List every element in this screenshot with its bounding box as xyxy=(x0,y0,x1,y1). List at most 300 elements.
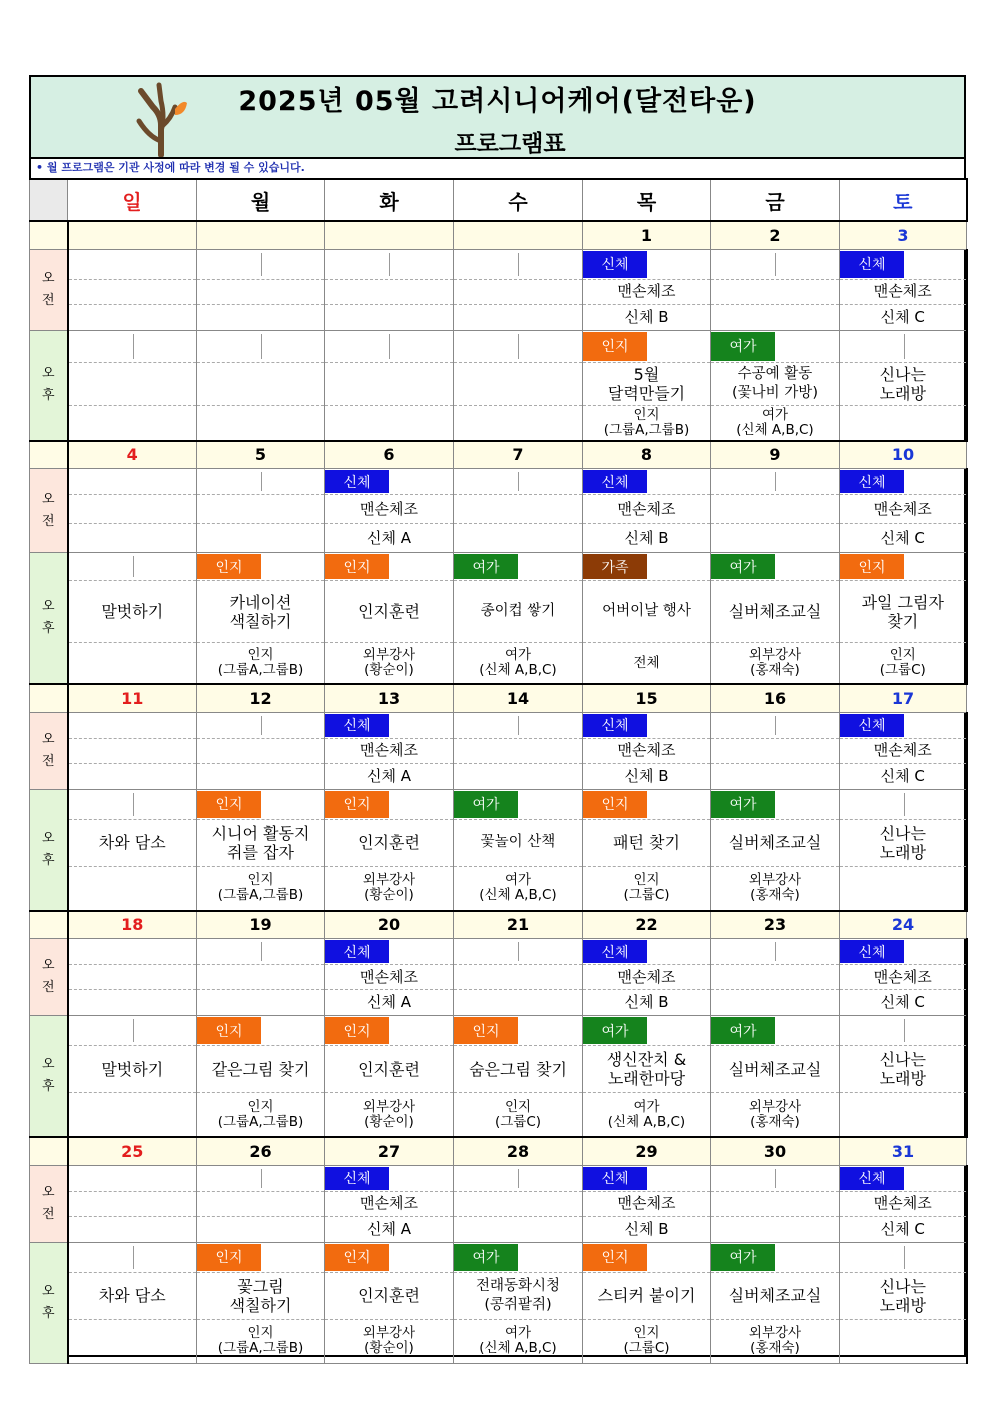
note-row xyxy=(325,764,453,789)
program-name: 실버체조교실 xyxy=(728,1286,822,1305)
header-corner xyxy=(30,179,68,221)
cell-divider xyxy=(775,942,776,961)
note-row xyxy=(454,1320,582,1363)
tag-row xyxy=(711,331,839,363)
cell-divider xyxy=(133,1246,134,1269)
date-cell: 15 xyxy=(583,684,711,712)
tag-row xyxy=(840,331,966,363)
tag-row xyxy=(583,1016,710,1046)
tag-row xyxy=(454,331,582,363)
program-name: 시니어 활동지 쥐를 잡자 xyxy=(211,823,310,862)
category-tag: 여가 xyxy=(711,332,775,361)
program-name: 인지훈련 xyxy=(358,1059,420,1079)
notice-text: • 월 프로그램은 기관 사정에 따라 변경 될 수 있습니다. xyxy=(36,161,305,174)
program-name: 맨손체조 xyxy=(360,1194,418,1212)
schedule-cell xyxy=(197,939,325,1016)
program-name: 맨손체조 xyxy=(360,967,418,986)
schedule-cell xyxy=(840,1242,967,1363)
am-label xyxy=(30,1165,68,1242)
date-cell: 19 xyxy=(197,911,325,939)
program-row xyxy=(69,1192,197,1217)
program-row xyxy=(197,581,324,643)
category-tag: 신체 xyxy=(583,940,647,963)
tag-row xyxy=(69,1016,197,1046)
note-row xyxy=(454,867,582,910)
program-name: 차와 담소 xyxy=(98,1286,166,1305)
program-row xyxy=(840,495,966,524)
program-row xyxy=(69,820,197,867)
program-name: 과일 그림자 찾기 xyxy=(861,592,944,631)
note-row xyxy=(197,524,324,552)
program-row xyxy=(840,965,966,990)
note-row xyxy=(840,524,966,552)
program-name: 말벗하기 xyxy=(101,602,164,621)
date-cell: 21 xyxy=(454,911,583,939)
tag-row xyxy=(840,713,966,739)
tag-row xyxy=(69,1166,197,1192)
program-target: 신체 B xyxy=(624,307,669,326)
calendar-table xyxy=(29,178,968,1364)
schedule-cell xyxy=(197,469,325,553)
page-title: 2025년 05월 고려시니어케어(달전타운) xyxy=(238,86,757,117)
note-row xyxy=(69,1320,197,1363)
schedule-cell xyxy=(197,1016,325,1138)
schedule-cell xyxy=(840,712,967,789)
category-tag: 여가 xyxy=(454,554,518,579)
cell-divider xyxy=(261,716,262,735)
note-row xyxy=(454,990,582,1015)
program-row xyxy=(583,820,710,867)
cell-divider xyxy=(518,253,519,276)
program-target: 신체 C xyxy=(880,993,925,1011)
note-row xyxy=(711,1320,839,1363)
cell-divider xyxy=(904,334,905,359)
program-target: 외부강사 (황순이) xyxy=(362,1098,416,1130)
note-row xyxy=(325,1320,453,1363)
program-target: 여가 (신체 A,B,C) xyxy=(479,872,557,903)
schedule-cell xyxy=(454,469,583,553)
weekday-3: 수 xyxy=(454,179,583,221)
program-target: 인지 (그룹A,그룹B) xyxy=(217,647,304,678)
date-cell: 9 xyxy=(711,441,840,469)
category-tag: 신체 xyxy=(583,251,647,278)
program-target: 외부강사 (황순이) xyxy=(362,1325,416,1356)
tag-row xyxy=(325,1166,453,1192)
note-row xyxy=(840,1217,966,1242)
pm-row xyxy=(30,1242,967,1363)
program-row xyxy=(583,1273,710,1320)
note-row xyxy=(583,1320,710,1363)
cell-divider xyxy=(904,1246,905,1269)
program-row xyxy=(583,495,710,524)
category-tag: 신체 xyxy=(583,1167,647,1190)
category-tag: 인지 xyxy=(583,791,647,818)
note-row xyxy=(583,643,710,683)
date-cell: 8 xyxy=(583,441,711,469)
pm-row xyxy=(30,1016,967,1138)
tag-row xyxy=(197,1016,324,1046)
cell-divider xyxy=(775,472,776,491)
program-row xyxy=(454,495,582,524)
category-tag: 여가 xyxy=(454,1244,518,1271)
date-cell: 18 xyxy=(68,911,197,939)
cell-divider xyxy=(133,793,134,816)
date-cell: 31 xyxy=(840,1137,967,1165)
cell-divider xyxy=(518,1169,519,1188)
program-name: 같은그림 찾기 xyxy=(211,1059,310,1079)
date-cell: 7 xyxy=(454,441,583,469)
am-label xyxy=(30,712,68,789)
program-target: 외부강사 (홍재숙) xyxy=(748,1098,802,1130)
schedule-cell xyxy=(325,789,454,911)
note-row xyxy=(69,764,197,789)
pm-label-char: 오 xyxy=(41,1057,55,1072)
page-subtitle: 프로그램표 xyxy=(454,131,566,157)
schedule-cell xyxy=(325,1165,454,1242)
tag-row xyxy=(69,713,197,739)
tag-row xyxy=(840,250,966,280)
tag-row xyxy=(69,331,197,363)
tag-row xyxy=(197,553,324,581)
date-row xyxy=(30,441,967,469)
program-name: 맨손체조 xyxy=(617,282,676,300)
pm-label-char: 오 xyxy=(41,599,55,614)
program-row xyxy=(69,1046,197,1093)
schedule-cell xyxy=(325,1242,454,1363)
date-cell: 11 xyxy=(68,684,197,712)
schedule-cell xyxy=(68,712,197,789)
note-row xyxy=(69,1217,197,1242)
category-tag: 인지 xyxy=(197,554,261,579)
date-cell: 16 xyxy=(711,684,840,712)
tag-row xyxy=(711,1016,839,1046)
program-row xyxy=(69,495,197,524)
program-name: 맨손체조 xyxy=(617,499,676,518)
program-row xyxy=(711,965,839,990)
schedule-cell xyxy=(711,330,840,441)
program-target: 외부강사 (홍재숙) xyxy=(748,1325,802,1356)
schedule-cell xyxy=(583,249,711,330)
program-row xyxy=(711,739,839,764)
note-row xyxy=(711,524,839,552)
program-name: 맨손체조 xyxy=(617,741,676,759)
cell-divider xyxy=(518,716,519,735)
schedule-cell xyxy=(711,939,840,1016)
category-tag: 신체 xyxy=(840,940,904,963)
program-name: 실버체조교실 xyxy=(728,1059,822,1079)
note-row xyxy=(197,1093,324,1136)
weekday-0: 일 xyxy=(68,179,197,221)
schedule-cell xyxy=(68,1016,197,1138)
schedule-cell xyxy=(68,939,197,1016)
tag-row xyxy=(197,713,324,739)
schedule-cell xyxy=(325,1016,454,1138)
tag-row xyxy=(583,553,710,581)
note-row xyxy=(69,524,197,552)
program-row xyxy=(325,1046,453,1093)
tag-row xyxy=(69,939,197,965)
weekday-6: 토 xyxy=(840,179,967,221)
program-row xyxy=(197,965,324,990)
program-target: 전체 xyxy=(633,654,660,671)
date-cell: 6 xyxy=(325,441,454,469)
am-label-char: 오 xyxy=(41,731,55,747)
am-label xyxy=(30,249,68,330)
schedule-cell xyxy=(840,789,967,911)
schedule-cell xyxy=(583,469,711,553)
schedule-cell xyxy=(68,469,197,553)
weekday-2: 화 xyxy=(325,179,454,221)
tag-row xyxy=(583,790,710,820)
program-name: 숨은그림 찾기 xyxy=(469,1059,567,1079)
date-row-corner xyxy=(30,221,68,249)
program-target: 외부강사 (홍재숙) xyxy=(748,872,802,903)
note-row xyxy=(325,643,453,683)
date-cell xyxy=(325,221,454,249)
schedule-cell xyxy=(840,249,967,330)
program-target: 신체 A xyxy=(366,1219,411,1238)
category-tag: 여가 xyxy=(454,791,518,818)
note-row xyxy=(711,643,839,683)
tag-row xyxy=(325,939,453,965)
am-label-char: 오 xyxy=(41,958,55,973)
tag-row xyxy=(325,469,453,495)
date-cell: 25 xyxy=(68,1137,197,1165)
program-name: 카네이션 색칠하기 xyxy=(229,592,292,631)
am-row xyxy=(30,939,967,1016)
date-cell: 12 xyxy=(197,684,325,712)
program-row xyxy=(454,820,582,867)
program-row xyxy=(69,280,197,305)
program-target: 신체 A xyxy=(366,528,411,547)
program-target: 인지 (그룹C) xyxy=(879,647,926,678)
program-target: 신체 C xyxy=(880,1219,925,1238)
tag-row xyxy=(583,250,710,280)
category-tag: 신체 xyxy=(840,251,904,278)
program-row xyxy=(840,363,966,406)
cell-divider xyxy=(518,334,519,359)
schedule-cell xyxy=(325,330,454,441)
schedule-cell xyxy=(197,249,325,330)
program-row xyxy=(69,739,197,764)
program-row xyxy=(197,739,324,764)
date-cell: 14 xyxy=(454,684,583,712)
pm-label xyxy=(30,1242,68,1363)
pm-row xyxy=(30,330,967,441)
program-name: 꽃그림 색칠하기 xyxy=(229,1276,292,1315)
schedule-cell xyxy=(711,1165,840,1242)
cell-divider xyxy=(775,253,776,276)
program-row xyxy=(69,965,197,990)
tag-row xyxy=(454,1243,582,1273)
program-name: 5월 달력만들기 xyxy=(607,364,686,403)
program-row xyxy=(325,363,453,406)
tag-row xyxy=(197,1243,324,1273)
category-tag: 인지 xyxy=(583,332,647,361)
program-name: 맨손체조 xyxy=(617,1194,676,1212)
date-row-corner xyxy=(30,441,68,469)
schedule-cell xyxy=(197,553,325,685)
note-row xyxy=(711,867,839,910)
program-row xyxy=(711,1046,839,1093)
program-row xyxy=(454,363,582,406)
program-row xyxy=(69,1273,197,1320)
program-name: 실버체조교실 xyxy=(728,833,822,852)
cell-divider xyxy=(133,334,134,359)
date-row xyxy=(30,221,967,249)
program-row xyxy=(583,1046,710,1093)
schedule-cell xyxy=(840,330,967,441)
tag-row xyxy=(711,250,839,280)
schedule-cell xyxy=(840,469,967,553)
category-tag: 인지 xyxy=(325,1244,389,1271)
date-row xyxy=(30,911,967,939)
note-row xyxy=(454,406,582,440)
date-row xyxy=(30,684,967,712)
cell-divider xyxy=(389,253,390,276)
tag-row xyxy=(197,939,324,965)
note-row xyxy=(840,305,966,330)
cell-divider xyxy=(261,1169,262,1188)
date-cell: 20 xyxy=(325,911,454,939)
date-cell: 26 xyxy=(197,1137,325,1165)
tag-row xyxy=(583,469,710,495)
schedule-cell xyxy=(840,1165,967,1242)
note-row xyxy=(583,867,710,910)
schedule-cell xyxy=(454,553,583,685)
program-row xyxy=(583,280,710,305)
program-name: 생신잔치 & 노래한마당 xyxy=(606,1050,687,1088)
tag-row xyxy=(711,939,839,965)
am-label-char: 전 xyxy=(41,980,55,995)
program-target: 여가 (신체 A,B,C) xyxy=(479,1325,557,1356)
tag-row xyxy=(711,1243,839,1273)
cell-divider xyxy=(261,472,262,491)
am-row xyxy=(30,1165,967,1242)
note-row xyxy=(197,1320,324,1363)
program-name: 종이컵 쌓기 xyxy=(480,603,556,619)
note-row xyxy=(454,643,582,683)
program-target: 인지 (그룹C) xyxy=(623,1325,670,1356)
pm-label-char: 오 xyxy=(41,830,55,846)
tag-row xyxy=(197,331,324,363)
category-tag: 여가 xyxy=(711,791,775,818)
schedule-cell xyxy=(711,1016,840,1138)
program-row xyxy=(454,965,582,990)
program-name: 맨손체조 xyxy=(873,967,932,986)
note-row xyxy=(583,1093,710,1136)
category-tag: 인지 xyxy=(454,1017,518,1044)
note-row xyxy=(711,990,839,1015)
program-row xyxy=(197,1273,324,1320)
note-row xyxy=(197,990,324,1015)
schedule-cell xyxy=(583,330,711,441)
tag-row xyxy=(325,250,453,280)
note-row xyxy=(711,406,839,440)
program-name: 인지훈련 xyxy=(358,1286,420,1305)
note-row xyxy=(711,305,839,330)
program-name: 신나는 노래방 xyxy=(879,1276,926,1315)
schedule-cell xyxy=(454,249,583,330)
tag-row xyxy=(69,469,197,495)
am-row xyxy=(30,249,967,330)
date-cell xyxy=(197,221,325,249)
note-row xyxy=(69,867,197,910)
am-row xyxy=(30,469,967,553)
program-row xyxy=(454,1192,582,1217)
tag-row xyxy=(325,331,453,363)
cell-divider xyxy=(518,942,519,961)
program-name: 실버체조교실 xyxy=(728,602,822,621)
note-row xyxy=(197,764,324,789)
program-row xyxy=(325,280,453,305)
program-target: 신체 C xyxy=(880,307,925,326)
pm-label-char: 오 xyxy=(41,1283,55,1299)
schedule-cell xyxy=(711,553,840,685)
note-row xyxy=(69,643,197,683)
category-tag: 여가 xyxy=(711,1244,775,1271)
program-row xyxy=(840,280,966,305)
program-row xyxy=(840,581,966,643)
program-name: 전래동화시청 (콩쥐팥쥐) xyxy=(475,1277,561,1313)
tag-row xyxy=(711,713,839,739)
program-target: 여가 (신체 A,B,C) xyxy=(607,1098,686,1130)
date-cell: 10 xyxy=(840,441,967,469)
program-row xyxy=(325,1192,453,1217)
program-row xyxy=(454,739,582,764)
category-tag: 신체 xyxy=(325,940,389,963)
note-row xyxy=(69,406,197,440)
category-tag: 인지 xyxy=(583,1244,647,1271)
tag-row xyxy=(325,1016,453,1046)
program-name: 맨손체조 xyxy=(873,741,932,759)
weekday-5: 금 xyxy=(711,179,840,221)
cell-divider xyxy=(518,472,519,491)
schedule-cell xyxy=(583,1242,711,1363)
note-row xyxy=(69,990,197,1015)
program-target: 외부강사 (홍재숙) xyxy=(748,647,802,678)
pm-label-char: 후 xyxy=(41,852,55,868)
date-cell: 1 xyxy=(583,221,711,249)
am-label-char: 오 xyxy=(41,1184,55,1200)
program-name: 맨손체조 xyxy=(873,282,932,300)
tag-row xyxy=(840,939,966,965)
tag-row xyxy=(840,469,966,495)
note-row xyxy=(325,867,453,910)
pm-label xyxy=(30,330,68,441)
tag-row xyxy=(325,553,453,581)
category-tag: 가족 xyxy=(583,554,647,579)
note-row xyxy=(711,764,839,789)
cell-divider xyxy=(261,334,262,359)
note-row xyxy=(197,643,324,683)
pm-label-char: 후 xyxy=(41,621,55,636)
category-tag: 인지 xyxy=(325,791,389,818)
schedule-cell xyxy=(454,1016,583,1138)
pm-row xyxy=(30,553,967,685)
schedule-cell xyxy=(711,712,840,789)
tag-row xyxy=(454,1016,582,1046)
note-row xyxy=(840,764,966,789)
am-label-char: 전 xyxy=(41,753,55,769)
program-row xyxy=(454,1273,582,1320)
date-cell: 28 xyxy=(454,1137,583,1165)
program-name: 차와 담소 xyxy=(98,833,166,852)
category-tag: 인지 xyxy=(197,1017,261,1044)
program-row xyxy=(69,363,197,406)
program-row xyxy=(325,820,453,867)
am-label xyxy=(30,939,68,1016)
